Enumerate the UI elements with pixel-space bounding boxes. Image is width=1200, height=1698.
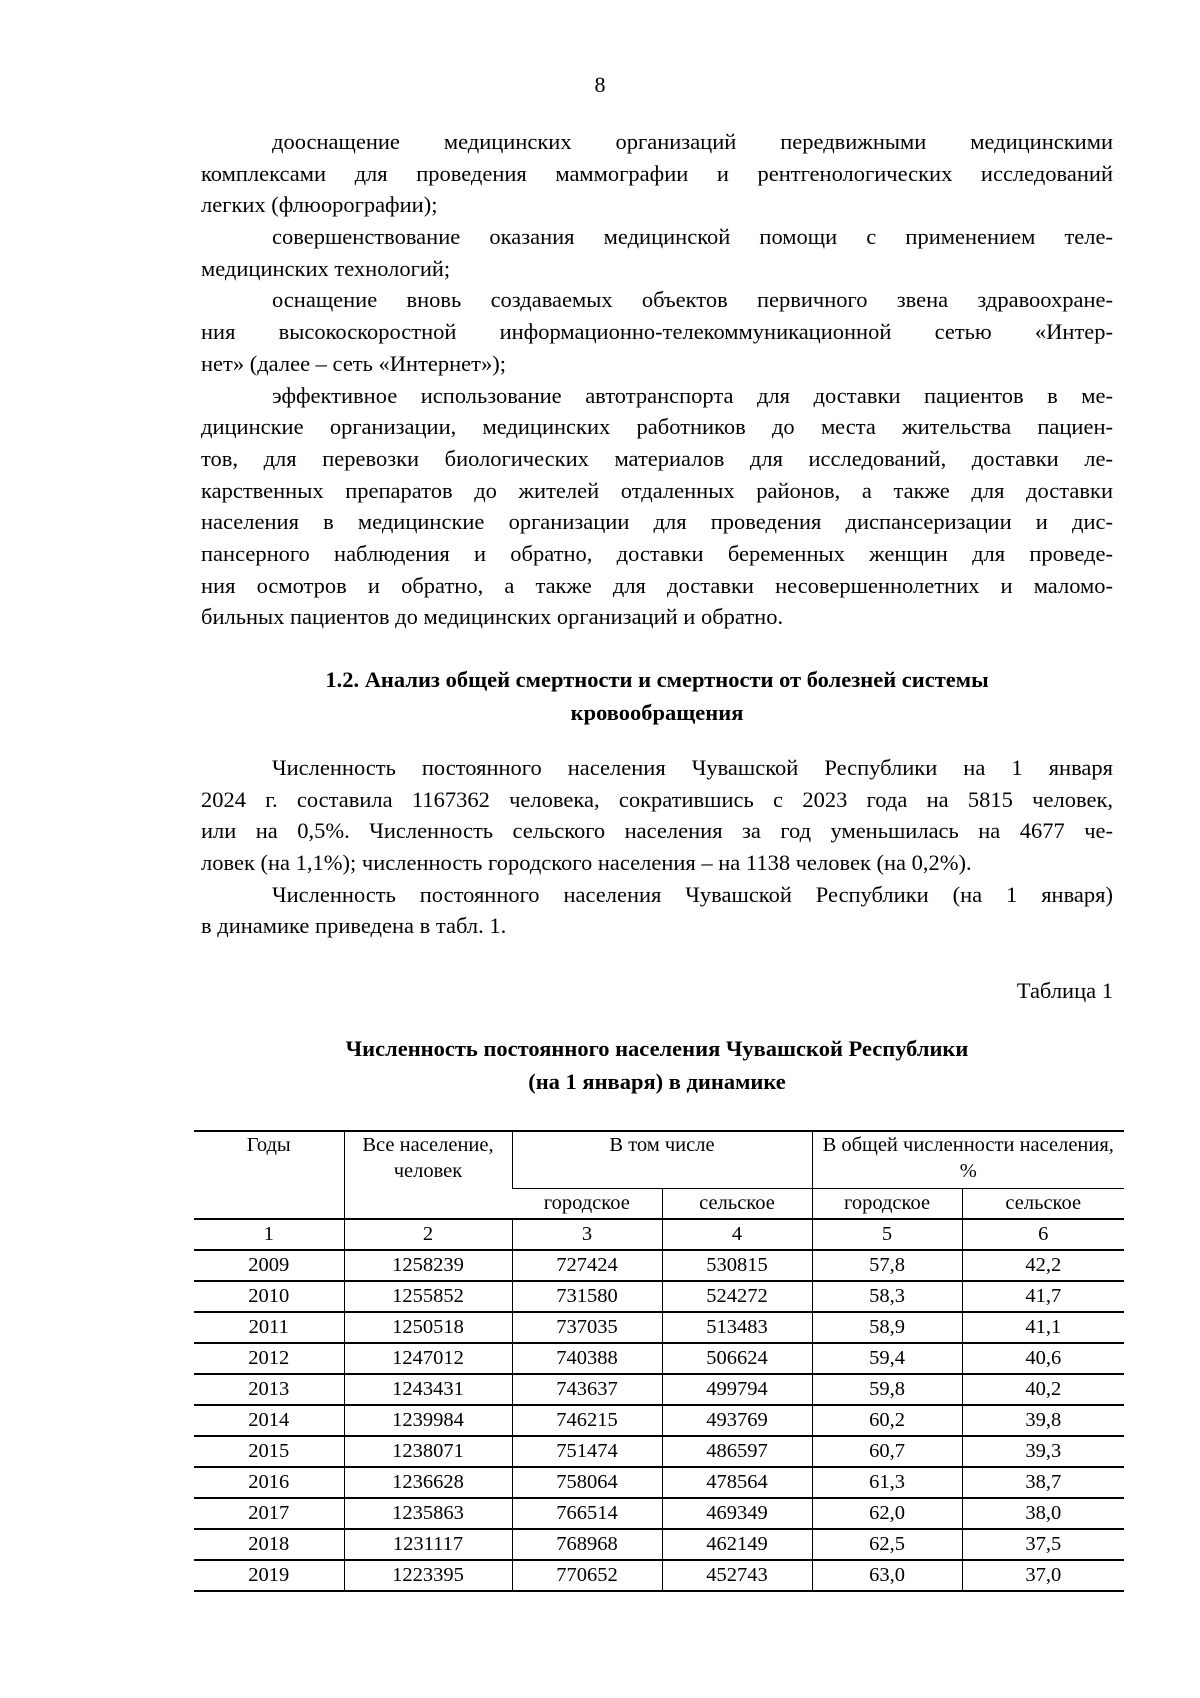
table-cell: 60,7 (812, 1436, 962, 1467)
table-cell: 478564 (662, 1467, 812, 1498)
table-cell: 2013 (248, 1378, 290, 1400)
text-line: медицинских технологий; (201, 255, 451, 281)
table-cell: 58,9 (812, 1312, 962, 1343)
header-rural-pct: сельское (962, 1189, 1124, 1220)
table-row (194, 1498, 1124, 1529)
table-cell: 1236628 (344, 1467, 512, 1498)
body-text-2 (201, 752, 1113, 942)
table-cell: 758064 (512, 1467, 662, 1498)
table-cell: 1255852 (344, 1281, 512, 1312)
table-title (201, 1032, 1113, 1098)
text-line: оснащение вновь создаваемых объектов первичного звена здравоохране- (272, 287, 1113, 313)
table-row (194, 1250, 1124, 1281)
text-line: пансерного наблюдения и обратно, доставки беременных женщин для проведе- (201, 540, 1113, 566)
table-cell: 1231117 (344, 1529, 512, 1560)
table-cell: 469349 (662, 1498, 812, 1529)
text-line: тов, для перевозки биологических материалов для исследований, доставки ле- (201, 445, 1113, 471)
table-row (194, 1436, 1124, 1467)
table-cell: 1239984 (344, 1405, 512, 1436)
text-line: в динамике приведена в табл. 1. (201, 913, 507, 939)
table-cell: 530815 (662, 1250, 812, 1281)
table-cell: 57,8 (812, 1250, 962, 1281)
text-line: комплексами для проведения маммографии и рентгенологических исследований (201, 160, 1113, 186)
text-line: ния осмотров и обратно, а также для доставки несовершеннолетних и маломо- (201, 572, 1113, 598)
table-cell: 62,0 (812, 1498, 962, 1529)
text-line: 2024 г. составила 1167362 человека, сократившись с 2023 года на 5815 человек, (201, 786, 1113, 812)
table-title-line: (на 1 января) в динамике (528, 1069, 786, 1094)
text-line: дооснащение медицинских организаций передвижными медицинскими (272, 129, 1113, 154)
table-cell: 1223395 (344, 1560, 512, 1591)
table-cell: 2018 (248, 1533, 290, 1555)
text-line: эффективное использование автотранспорта для доставки пациентов в ме- (272, 382, 1113, 408)
table-cell: 1250518 (344, 1312, 512, 1343)
table-cell: 499794 (662, 1374, 812, 1405)
table-row (194, 1405, 1124, 1436)
text-line: бильных пациентов до медицинских организаций и обратно. (201, 604, 784, 630)
header-share: В общей численности населения, % (812, 1131, 1124, 1189)
table-cell: 1238071 (344, 1436, 512, 1467)
table-cell: 37,0 (962, 1560, 1124, 1591)
table-cell: 40,2 (962, 1374, 1124, 1405)
table-cell: 61,3 (812, 1467, 962, 1498)
table-cell: 746215 (512, 1405, 662, 1436)
header-years: Годы (246, 1134, 291, 1156)
table-cell: 37,5 (962, 1529, 1124, 1560)
table-cell: 63,0 (812, 1560, 962, 1591)
table-row (194, 1560, 1124, 1591)
table-cell: 38,7 (962, 1467, 1124, 1498)
table-cell: 452743 (662, 1560, 812, 1591)
text-line: нет» (далее – сеть «Интернет»); (201, 350, 506, 376)
column-number: 5 (812, 1219, 962, 1250)
header-urban-pct: городское (812, 1189, 962, 1220)
text-line: Численность постоянного населения Чувашской Республики (на 1 января) (272, 881, 1113, 907)
table-cell: 62,5 (812, 1529, 962, 1560)
header-including: В том числе (512, 1131, 812, 1189)
table-cell: 486597 (662, 1436, 812, 1467)
table-cell: 506624 (662, 1343, 812, 1374)
page-number: 8 (594, 72, 606, 97)
column-number: 2 (344, 1219, 512, 1250)
table-cell: 59,8 (812, 1374, 962, 1405)
table-cell: 2011 (248, 1316, 289, 1338)
column-numbers-row (194, 1219, 1124, 1250)
table-cell: 2010 (248, 1285, 290, 1307)
text-line: ния высокоскоростной информационно-телекоммуникационной сетью «Интер- (201, 319, 1113, 345)
header-total: Все население, человек (344, 1131, 512, 1219)
table-cell: 39,3 (962, 1436, 1124, 1467)
text-line: населения в медицинские организации для проведения диспансеризации и дис- (201, 509, 1113, 535)
table-cell: 727424 (512, 1250, 662, 1281)
table-cell: 60,2 (812, 1405, 962, 1436)
table-row (194, 1281, 1124, 1312)
table-cell: 42,2 (962, 1250, 1124, 1281)
table-row (194, 1529, 1124, 1560)
table-cell: 737035 (512, 1312, 662, 1343)
table-cell: 768968 (512, 1529, 662, 1560)
table-cell: 513483 (662, 1312, 812, 1343)
table-cell: 1258239 (344, 1250, 512, 1281)
text-line: совершенствование оказания медицинской помощи с применением теле- (272, 224, 1113, 250)
header-urban: городское (512, 1189, 662, 1220)
text-line: дицинские организации, медицинских работников до места жительства пациен- (201, 414, 1113, 440)
column-number: 3 (512, 1219, 662, 1250)
section-heading (201, 663, 1113, 729)
table-cell: 751474 (512, 1436, 662, 1467)
table-cell: 58,3 (812, 1281, 962, 1312)
table-cell: 39,8 (962, 1405, 1124, 1436)
table-cell: 2017 (248, 1502, 290, 1524)
body-text-1 (201, 126, 1113, 633)
table-cell: 524272 (662, 1281, 812, 1312)
table-cell: 41,1 (962, 1312, 1124, 1343)
table-cell: 462149 (662, 1529, 812, 1560)
heading-line: 1.2. Анализ общей смертности и смертности от болезней системы (325, 667, 989, 692)
column-number: 4 (662, 1219, 812, 1250)
text-line: карственных препаратов до жителей отдаленных районов, а также для доставки (201, 477, 1113, 503)
column-number: 6 (962, 1219, 1124, 1250)
population-table (194, 1130, 1124, 1592)
text-line: легких (флюорографии); (201, 192, 438, 218)
table-label: Таблица 1 (1016, 978, 1113, 1003)
table-cell: 40,6 (962, 1343, 1124, 1374)
heading-line: кровообращения (570, 700, 744, 725)
table-cell: 743637 (512, 1374, 662, 1405)
table-row (194, 1343, 1124, 1374)
table-row (194, 1467, 1124, 1498)
table-title-line: Численность постоянного населения Чувашской Республики (345, 1036, 969, 1061)
table-cell: 740388 (512, 1343, 662, 1374)
table-cell: 2012 (248, 1347, 290, 1369)
table-row (194, 1374, 1124, 1405)
table-cell: 770652 (512, 1560, 662, 1591)
table-cell: 41,7 (962, 1281, 1124, 1312)
table-cell: 2016 (248, 1471, 290, 1493)
table-cell: 2014 (248, 1409, 290, 1431)
table-cell: 2019 (248, 1564, 290, 1586)
table-cell: 2015 (248, 1440, 290, 1462)
table-cell: 38,0 (962, 1498, 1124, 1529)
table-cell: 493769 (662, 1405, 812, 1436)
table-cell: 731580 (512, 1281, 662, 1312)
column-number: 1 (263, 1223, 274, 1245)
table-cell: 1243431 (344, 1374, 512, 1405)
table-cell: 1247012 (344, 1343, 512, 1374)
header-rural: сельское (662, 1189, 812, 1220)
table-cell: 1235863 (344, 1498, 512, 1529)
text-line: Численность постоянного населения Чувашской Республики на 1 января (272, 755, 1113, 780)
text-line: ловек (на 1,1%); численность городского населения – на 1138 человек (на 0,2%). (201, 850, 972, 876)
table-row (194, 1312, 1124, 1343)
table-cell: 766514 (512, 1498, 662, 1529)
table-cell: 59,4 (812, 1343, 962, 1374)
text-line: или на 0,5%. Численность сельского населения за год уменьшилась на 4677 че- (201, 818, 1113, 844)
table-cell: 2009 (248, 1254, 290, 1276)
